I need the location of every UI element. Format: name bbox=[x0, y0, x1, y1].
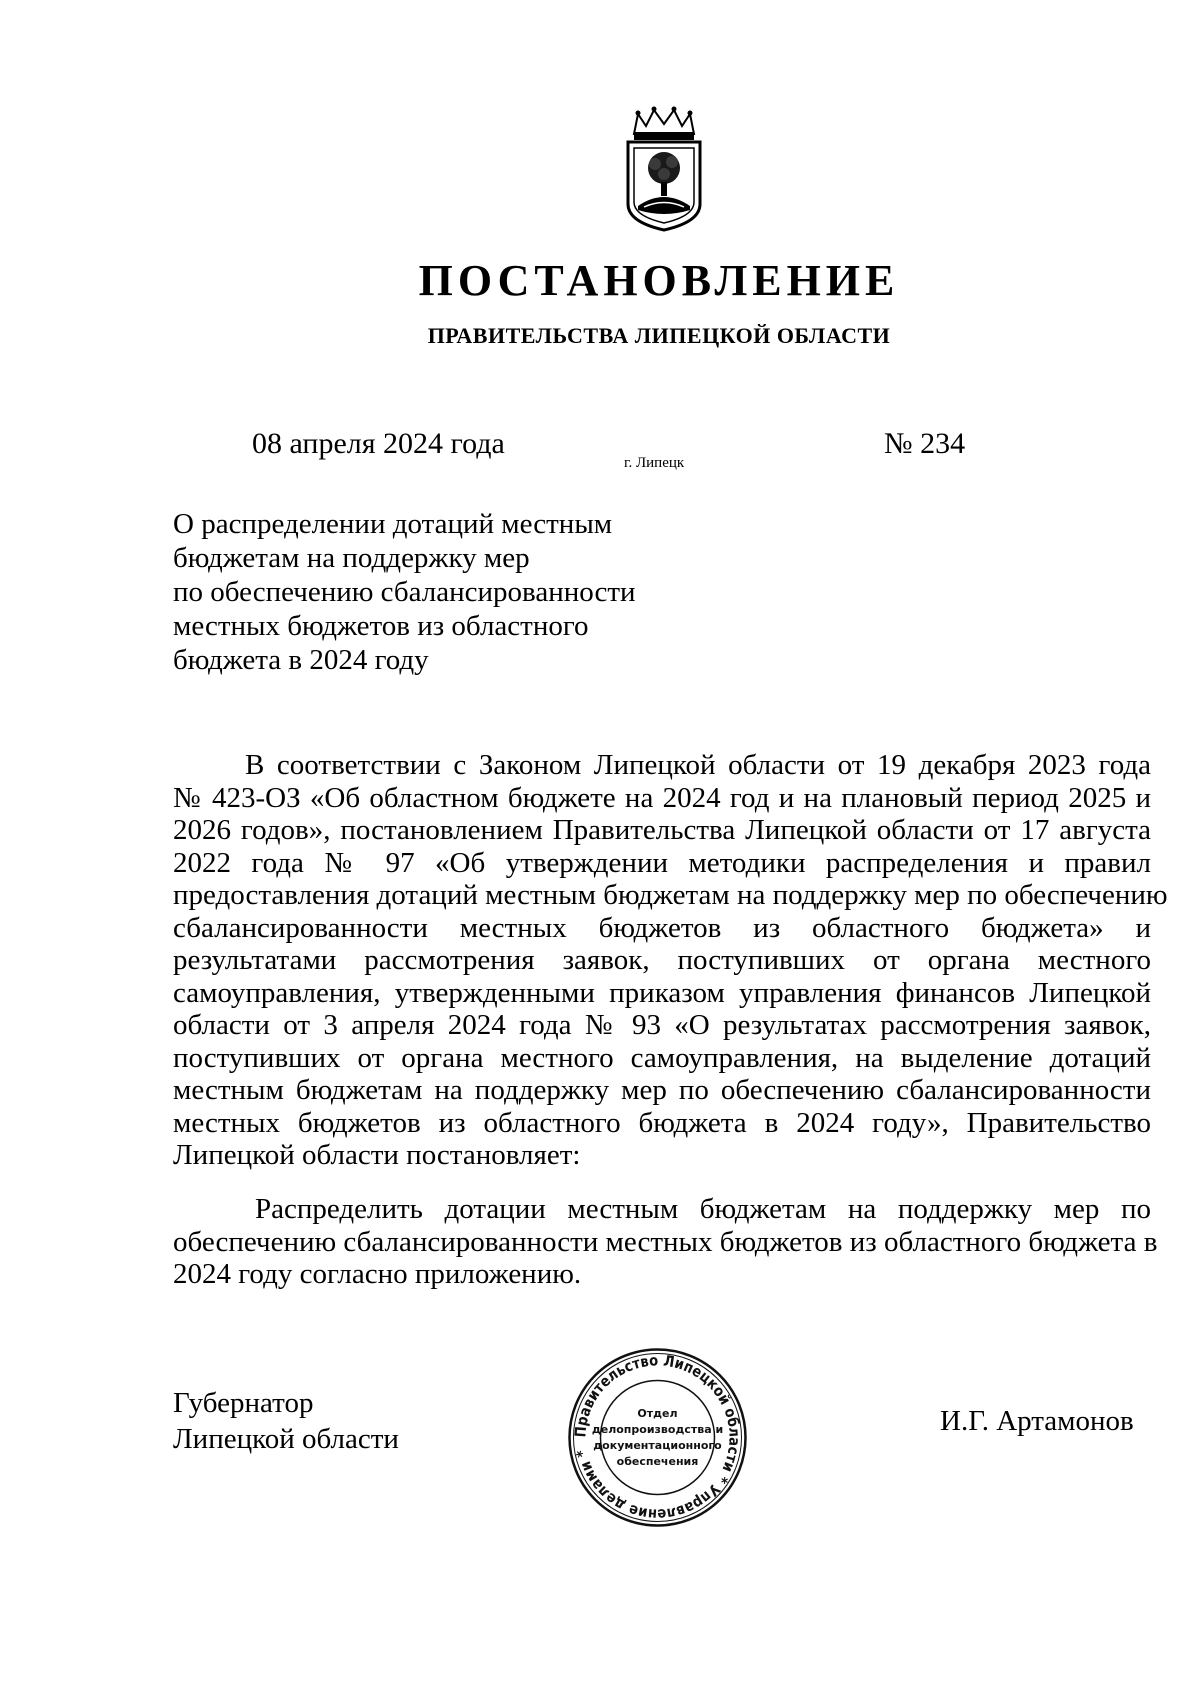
paragraph-line: сбалансированности местных бюджетов из областного бюджета» и bbox=[173, 911, 1151, 944]
paragraph-line: № 423-ОЗ «Об областном бюджете на 2024 год и на плановый период 2025 и bbox=[173, 781, 1151, 814]
resolution-paragraph bbox=[173, 1193, 1158, 1291]
paragraph-line: местным бюджетам на поддержку мер по обеспечению сбалансированности bbox=[173, 1074, 1151, 1106]
document-title: ПОСТАНОВЛЕНИЕ bbox=[418, 256, 900, 305]
signer-position-line: Липецкой области bbox=[173, 1423, 399, 1455]
subject-line: бюджета в 2024 году bbox=[173, 644, 429, 676]
subject-line: бюджетам на поддержку мер bbox=[173, 542, 530, 574]
paragraph-line: предоставления дотаций местным бюджетам на поддержку мер по обеспечению bbox=[173, 879, 1168, 911]
paragraph-line: результатами рассмотрения заявок, поступивших от органа местного bbox=[173, 944, 1151, 976]
signer-position bbox=[173, 1385, 399, 1457]
stamp-inner-line: обеспечения bbox=[616, 1455, 699, 1468]
subject-line: О распределении дотаций местным bbox=[173, 508, 613, 540]
stamp-inner-line: делопроизводства и bbox=[591, 1423, 724, 1436]
document-city: г. Липецк bbox=[624, 455, 685, 471]
paragraph-line: Распределить дотации местным бюджетам на поддержку мер по bbox=[255, 1193, 1151, 1225]
paragraph-line: 2024 году согласно приложению. bbox=[173, 1258, 582, 1290]
paragraph-line: 2022 года № 97 «Об утверждении методики распределения и правил bbox=[173, 846, 1151, 879]
paragraph-line: местных бюджетов из областного бюджета в 2024 году», Правительство bbox=[173, 1106, 1151, 1139]
document-date: 08 апреля 2024 года bbox=[252, 427, 505, 460]
document-number: № 234 bbox=[884, 427, 966, 460]
paragraph-line: обеспечению сбалансированности местных бюджетов из областного бюджета в bbox=[173, 1225, 1158, 1258]
paragraph-line: 2026 годов», постановлением Правительства Липецкой области от 17 августа bbox=[173, 814, 1151, 846]
paragraph-line: Липецкой области постановляет: bbox=[173, 1139, 581, 1171]
subject-line: по обеспечению сбалансированности bbox=[173, 576, 636, 608]
preamble-paragraph bbox=[173, 749, 1168, 1172]
stamp-inner-line: документационного bbox=[593, 1439, 722, 1452]
paragraph-line: области от 3 апреля 2024 года № 93 «О результатах рассмотрения заявок, bbox=[173, 1009, 1151, 1041]
document-subject bbox=[173, 507, 693, 677]
stamp-outer-text: Правительство Липецкой области * Управление делами * bbox=[571, 1351, 744, 1524]
signer-name: И.Г. Артамонов bbox=[940, 1405, 1134, 1437]
document-issuer: ПРАВИТЕЛЬСТВА ЛИПЕЦКОЙ ОБЛАСТИ bbox=[427, 323, 891, 348]
paragraph-line: самоуправления, утвержденными приказом управления финансов Липецкой bbox=[173, 976, 1151, 1009]
paragraph-line: В соответствии с Законом Липецкой области от 19 декабря 2023 года bbox=[245, 749, 1151, 781]
signer-position-line: Губернатор bbox=[173, 1387, 314, 1419]
stamp-inner-line: Отдел bbox=[637, 1407, 678, 1420]
lipetsk-coat-of-arms-icon bbox=[622, 106, 706, 234]
official-stamp bbox=[565, 1345, 750, 1530]
subject-line: местных бюджетов из областного bbox=[173, 610, 589, 642]
paragraph-line: поступивших от органа местного самоуправления, на выделение дотаций bbox=[173, 1041, 1151, 1074]
